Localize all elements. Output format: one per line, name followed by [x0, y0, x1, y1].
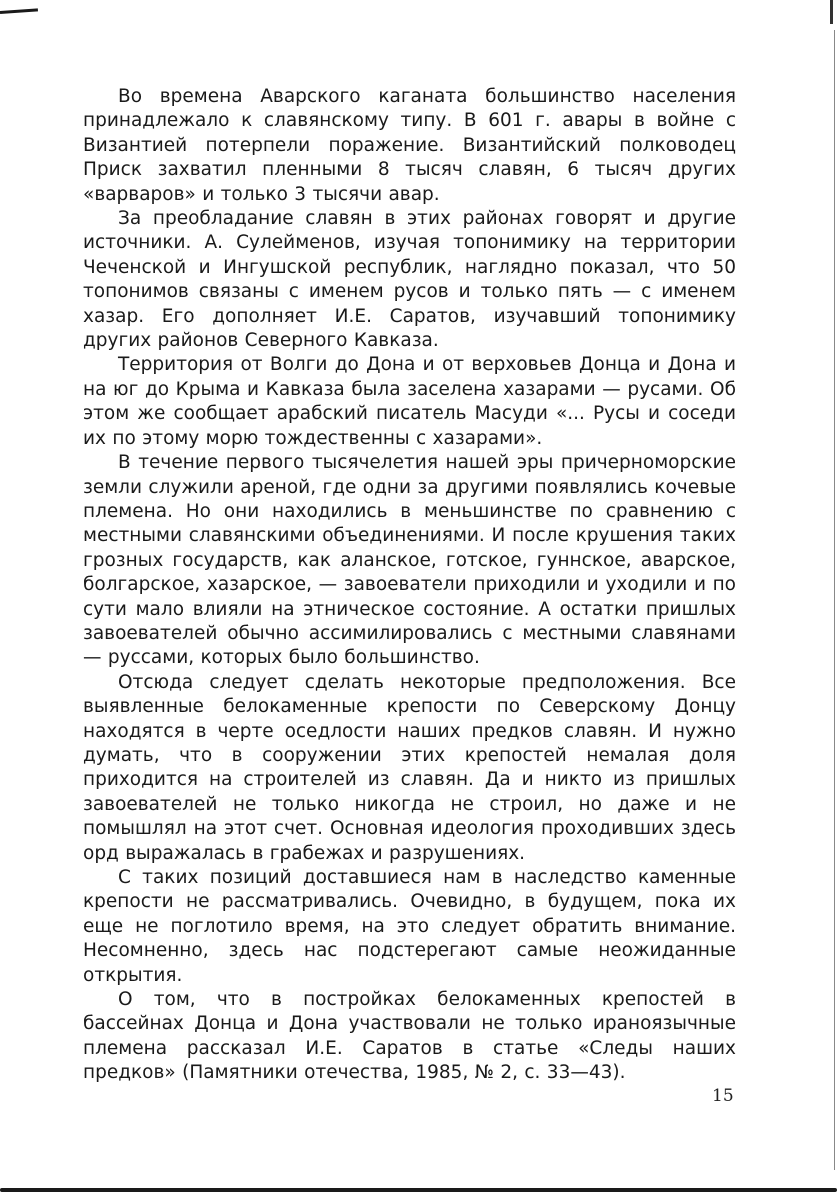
- scan-page-edge: [834, 30, 835, 1170]
- page-body: [83, 85, 736, 1086]
- scan-artifact-top-right: [830, 0, 833, 24]
- scan-artifact-bottom: [0, 1188, 837, 1192]
- page-number: 15: [712, 1086, 734, 1106]
- paragraph: О том, что в постройках белокаменных крепостей в бассейнах Донца и Дона участвовали не только ираноязычные племена рассказал И.Е. Саратов в статье «Следы наших предков» (Памятники отечества, 1985, № 2, с. 33—43).: [83, 989, 736, 1084]
- paragraph: Территория от Волги до Дона и от верховьев Донца и Дона и на юг до Крыма и Кавказа была заселена хазарами — русами. Об этом же сообщает арабский писатель Масуди «... Русы и соседи их по этому морю тождественны с хазарами».: [83, 354, 736, 449]
- paragraph: Отсюда следует сделать некоторые предположения. Все выявленные белокаменные крепости по Северскому Донцу находятся в черте оседлости наших предков славян. И нужно думать, что в сооружении этих крепостей немалая доля приходится на строителей из славян. Да и никто из пришлых завоевателей не только никогда не строил, но даже и не помышлял на этот счет. Основная идеология проходивших здесь орд выражалась в грабежах и разрушениях.: [83, 671, 736, 864]
- scan-artifact-top-left: [0, 8, 38, 14]
- paragraph: Во времена Аварского каганата большинство населения принадлежало к славянскому типу. В 601 г. авары в войне с Византией потерпели поражение. Византийский полководец Приск захватил пленными 8 тысяч славян, 6 тысяч других «варваров» и только 3 тысячи авар.: [83, 86, 736, 205]
- paragraph: С таких позиций доставшиеся нам в наследство каменные крепости не рассматривались. Очевидно, в будущем, пока их еще не поглотило время, на это следует обратить внимание. Несомненно, здесь нас подстерегают самые неожиданные открытия.: [83, 867, 736, 986]
- paragraph: В течение первого тысячелетия нашей эры причерноморские земли служили ареной, где одни за другими появлялись кочевые племена. Но они находились в меньшинстве по сравнению с местными славянскими объединениями. И после крушения таких грозных государств, как аланское, готское, гуннское, аварское, болгарское, хазарское, — завоеватели приходили и уходили и по сути мало влияли на этническое состояние. А остатки пришлых завоевателей обычно ассимилировались с местными славянами — руссами, которых было большинство.: [83, 452, 736, 669]
- paragraph: За преобладание славян в этих районах говорят и другие источники. А. Сулейменов, изучая топонимику на территории Чеченской и Ингушской республик, наглядно показал, что 50 топонимов связаны с именем русов и только пять — с именем хазар. Его дополняет И.Е. Саратов, изучавший топонимику других районов Северного Кавказа.: [83, 208, 736, 352]
